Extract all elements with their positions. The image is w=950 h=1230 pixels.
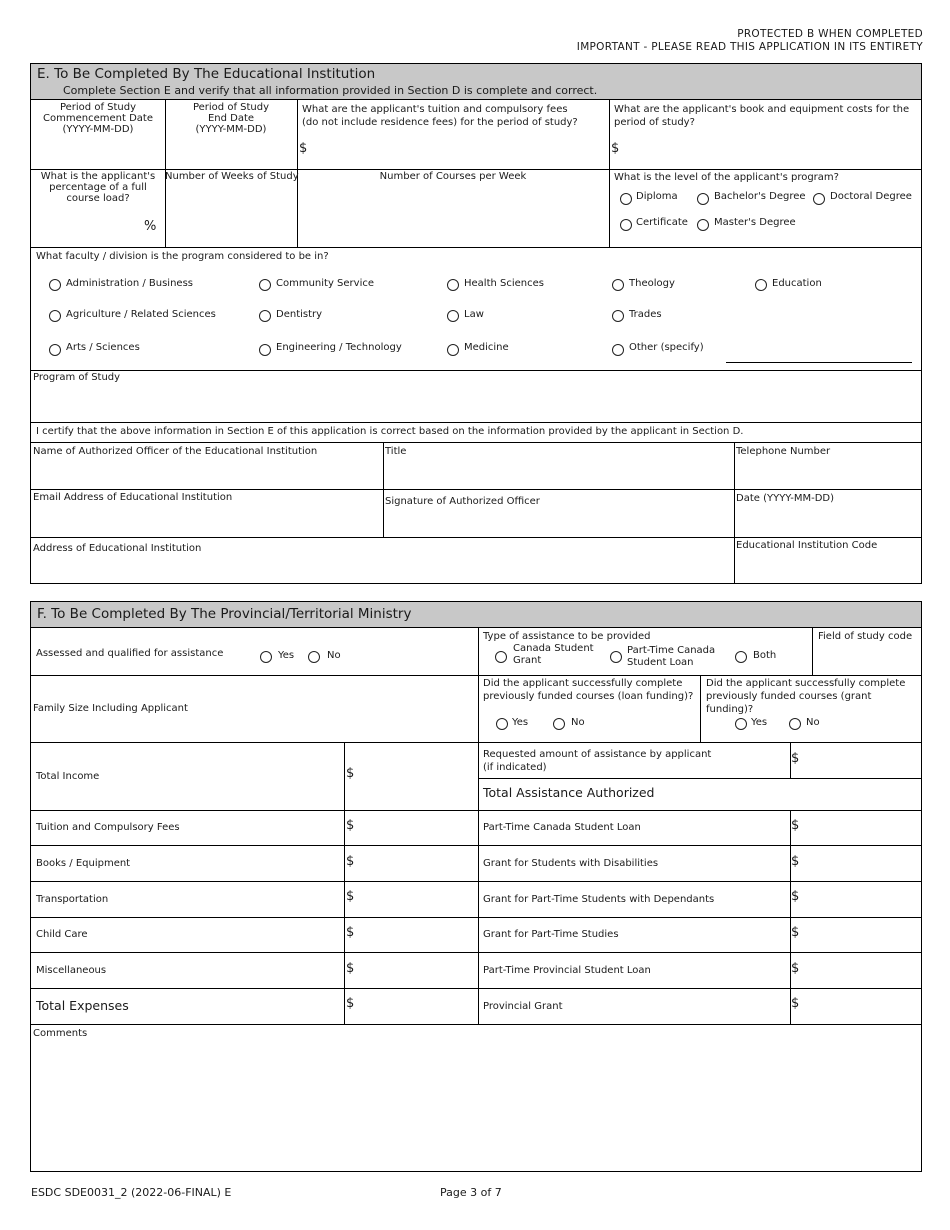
books-input[interactable]	[623, 128, 917, 166]
loan-yes-radio[interactable]	[496, 718, 508, 730]
tuition-question: What are the applicant's tuition and compulsory fees (do not include residence fees) for the period of study?	[302, 104, 578, 128]
weeks-of-study-input[interactable]	[167, 188, 295, 244]
section-f	[30, 601, 922, 1172]
expense-misc-label: Miscellaneous	[36, 965, 107, 976]
faculty-agriculture-label: Agriculture / Related Sciences	[66, 309, 216, 320]
assist-provincial-loan-dollar: $	[791, 961, 800, 976]
comments-label: Comments	[33, 1028, 88, 1039]
expense-childcare-label: Child Care	[36, 929, 88, 940]
section-f-title: F. To Be Completed By The Provincial/Territorial Ministry	[37, 606, 412, 622]
signature-label: Signature of Authorized Officer	[385, 496, 540, 507]
level-doctoral-label: Doctoral Degree	[830, 191, 912, 202]
officer-title-input[interactable]	[385, 459, 732, 487]
faculty-trades-label: Trades	[629, 309, 662, 320]
type-both-label: Both	[753, 650, 777, 661]
certification-statement: I certify that the above information in Section E of this application is correct based on the information provided by the applicant in Section D.	[36, 426, 744, 437]
expense-tuition-label: Tuition and Compulsory Fees	[36, 822, 180, 833]
faculty-health-label: Health Sciences	[464, 278, 544, 289]
books-question: What are the applicant's book and equipment costs for the period of study?	[614, 104, 910, 128]
assist-disabilities-dollar: $	[791, 854, 800, 869]
total-income-label: Total Income	[36, 771, 100, 782]
requested-amount-label: Requested amount of assistance by applicant (if indicated)	[483, 749, 712, 773]
faculty-theology-radio[interactable]	[612, 279, 624, 291]
faculty-question: What faculty / division is the program considered to be in?	[36, 251, 329, 262]
institution-address-input[interactable]	[33, 556, 732, 582]
level-diploma-radio[interactable]	[620, 193, 632, 205]
faculty-community-radio[interactable]	[259, 279, 271, 291]
page-header	[577, 28, 923, 54]
faculty-administration-label: Administration / Business	[66, 278, 193, 289]
tuition-dollar: $	[299, 141, 308, 156]
requested-amount-dollar: $	[791, 751, 800, 766]
assist-provincial-loan-input[interactable]	[805, 955, 919, 986]
grant-no-label: No	[806, 717, 820, 728]
loan-funding-question: Did the applicant successfully complete previously funded courses (loan funding)?	[483, 678, 694, 702]
faculty-education-radio[interactable]	[755, 279, 767, 291]
grant-funding-question: Did the applicant successfully complete previously funded courses (grant funding)?	[706, 678, 906, 715]
courses-per-week-label: Number of Courses per Week	[379, 171, 527, 182]
assist-provincial-loan-label: Part-Time Provincial Student Loan	[483, 965, 651, 976]
total-income-dollar: $	[346, 766, 355, 781]
expense-transportation-label: Transportation	[36, 894, 109, 905]
assist-ptcsl-dollar: $	[791, 818, 800, 833]
faculty-administration-radio[interactable]	[49, 279, 61, 291]
form-identifier: ESDC SDE0031_2 (2022-06-FINAL) E	[31, 1186, 232, 1199]
books-dollar: $	[611, 141, 620, 156]
comments-textarea[interactable]	[33, 1042, 919, 1169]
assist-ptcsl-input[interactable]	[805, 813, 919, 843]
faculty-law-label: Law	[464, 309, 484, 320]
assist-studies-label: Grant for Part-Time Studies	[483, 929, 619, 940]
assist-provincial-grant-label: Provincial Grant	[483, 1001, 563, 1012]
level-master-label: Master's Degree	[714, 217, 796, 228]
assessed-no-radio[interactable]	[308, 651, 320, 663]
faculty-community-label: Community Service	[276, 278, 375, 289]
level-diploma-label: Diploma	[636, 191, 678, 202]
section-f-header	[31, 602, 921, 628]
telephone-label: Telephone Number	[736, 446, 831, 457]
grant-yes-label: Yes	[751, 717, 768, 728]
faculty-medicine-label: Medicine	[464, 342, 509, 353]
weeks-of-study-label: Number of Weeks of Study	[165, 171, 299, 182]
assist-studies-dollar: $	[791, 925, 800, 940]
expense-transportation-dollar: $	[346, 889, 355, 904]
loan-no-label: No	[571, 717, 585, 728]
expense-misc-input[interactable]	[359, 955, 475, 986]
assessed-label: Assessed and qualified for assistance	[36, 648, 224, 659]
institution-email-input[interactable]	[33, 505, 381, 535]
grant-yes-radio[interactable]	[735, 718, 747, 730]
assist-dependants-input[interactable]	[805, 884, 919, 915]
level-bachelor-label: Bachelor's Degree	[714, 191, 806, 202]
expense-books-input[interactable]	[359, 848, 475, 879]
faculty-law-radio[interactable]	[447, 310, 459, 322]
expense-transportation-input[interactable]	[359, 884, 475, 915]
assessed-yes-label: Yes	[278, 650, 295, 661]
total-income-input[interactable]	[359, 745, 475, 807]
expense-misc-dollar: $	[346, 961, 355, 976]
expense-childcare-input[interactable]	[359, 920, 475, 950]
faculty-education-label: Education	[772, 278, 822, 289]
assessed-yes-radio[interactable]	[260, 651, 272, 663]
faculty-agriculture-radio[interactable]	[49, 310, 61, 322]
assist-disabilities-label: Grant for Students with Disabilities	[483, 858, 659, 869]
date-label: Date (YYYY-MM-DD)	[736, 493, 835, 504]
grant-no-radio[interactable]	[789, 718, 801, 730]
expense-childcare-dollar: $	[346, 925, 355, 940]
institution-email-label: Email Address of Educational Institution	[33, 492, 233, 503]
period-start-input[interactable]	[33, 144, 163, 166]
assist-provincial-grant-input[interactable]	[805, 991, 919, 1022]
faculty-other-label: Other (specify)	[629, 342, 704, 353]
program-of-study-label: Program of Study	[33, 372, 121, 383]
assistance-type-label: Type of assistance to be provided	[483, 631, 651, 642]
faculty-arts-radio[interactable]	[49, 344, 61, 356]
level-bachelor-radio[interactable]	[697, 193, 709, 205]
section-e-title: E. To Be Completed By The Educational Institution	[37, 66, 376, 82]
total-assistance-authorized-label: Total Assistance Authorized	[483, 785, 655, 800]
section-e	[30, 63, 922, 584]
type-ptcsl-radio[interactable]	[610, 651, 622, 663]
level-master-radio[interactable]	[697, 219, 709, 231]
period-end-label: Period of Study End Date (YYYY-MM-DD)	[192, 102, 270, 135]
expense-books-label: Books / Equipment	[36, 858, 131, 869]
assist-ptcsl-label: Part-Time Canada Student Loan	[483, 822, 641, 833]
assist-studies-input[interactable]	[805, 920, 919, 950]
faculty-engineering-radio[interactable]	[259, 344, 271, 356]
faculty-engineering-label: Engineering / Technology	[276, 342, 402, 353]
section-e-header	[31, 64, 921, 100]
period-start-label: Period of Study Commencement Date (YYYY-MM-DD)	[43, 102, 153, 135]
faculty-dentistry-radio[interactable]	[259, 310, 271, 322]
date-input[interactable]	[736, 506, 919, 535]
family-size-label: Family Size Including Applicant	[33, 703, 188, 714]
faculty-arts-label: Arts / Sciences	[66, 342, 140, 353]
course-load-question: What is the applicant's percentage of a full course load?	[40, 171, 156, 204]
type-ptcsl-label: Part-Time Canada Student Loan	[627, 645, 716, 668]
section-e-subtitle: Complete Section E and verify that all information provided in Section D is complete and correct.	[63, 84, 598, 97]
total-expenses-dollar: $	[346, 996, 355, 1011]
assist-dependants-dollar: $	[791, 889, 800, 904]
requested-amount-input[interactable]	[805, 745, 919, 776]
field-of-study-code-label: Field of study code	[818, 631, 913, 642]
expense-books-dollar: $	[346, 854, 355, 869]
faculty-theology-label: Theology	[629, 278, 675, 289]
signature-field[interactable]	[385, 509, 732, 535]
faculty-medicine-radio[interactable]	[447, 344, 459, 356]
level-certificate-label: Certificate	[636, 217, 688, 228]
telephone-input[interactable]	[736, 459, 919, 487]
program-level-question: What is the level of the applicant's program?	[614, 172, 839, 183]
protected-label: PROTECTED B WHEN COMPLETED	[737, 28, 923, 40]
level-certificate-radio[interactable]	[620, 219, 632, 231]
important-label: IMPORTANT - PLEASE READ THIS APPLICATION IN ITS ENTIRETY	[576, 41, 923, 53]
officer-name-input[interactable]	[33, 459, 381, 487]
total-expenses-input[interactable]	[359, 991, 475, 1022]
assist-dependants-label: Grant for Part-Time Students with Dependants	[483, 894, 715, 905]
assessed-no-label: No	[327, 650, 341, 661]
type-csg-label: Canada Student Grant	[513, 643, 594, 666]
institution-address-label: Address of Educational Institution	[33, 543, 202, 554]
faculty-health-radio[interactable]	[447, 279, 459, 291]
officer-title-label: Title	[385, 446, 407, 457]
expense-tuition-dollar: $	[346, 818, 355, 833]
faculty-trades-radio[interactable]	[612, 310, 624, 322]
assist-disabilities-input[interactable]	[805, 848, 919, 879]
program-of-study-input[interactable]	[33, 386, 919, 420]
courses-per-week-input[interactable]	[299, 188, 607, 244]
type-both-radio[interactable]	[735, 651, 747, 663]
course-load-input[interactable]	[33, 212, 141, 242]
percent-sign: %	[144, 219, 157, 234]
field-of-study-code-input[interactable]	[815, 646, 919, 673]
faculty-other-radio[interactable]	[612, 344, 624, 356]
total-expenses-label: Total Expenses	[36, 998, 129, 1013]
period-end-input[interactable]	[167, 144, 295, 166]
tuition-input[interactable]	[311, 128, 605, 166]
institution-code-input[interactable]	[736, 553, 919, 582]
assist-provincial-grant-dollar: $	[791, 996, 800, 1011]
loan-no-radio[interactable]	[553, 718, 565, 730]
type-csg-radio[interactable]	[495, 651, 507, 663]
page-number: Page 3 of 7	[440, 1186, 502, 1199]
faculty-other-specify-input[interactable]	[726, 347, 912, 363]
officer-name-label: Name of Authorized Officer of the Educational Institution	[33, 446, 318, 457]
institution-code-label: Educational Institution Code	[736, 540, 878, 551]
expense-tuition-input[interactable]	[359, 813, 475, 843]
family-size-input[interactable]	[231, 680, 475, 738]
loan-yes-label: Yes	[512, 717, 529, 728]
level-doctoral-radio[interactable]	[813, 193, 825, 205]
faculty-dentistry-label: Dentistry	[276, 309, 323, 320]
